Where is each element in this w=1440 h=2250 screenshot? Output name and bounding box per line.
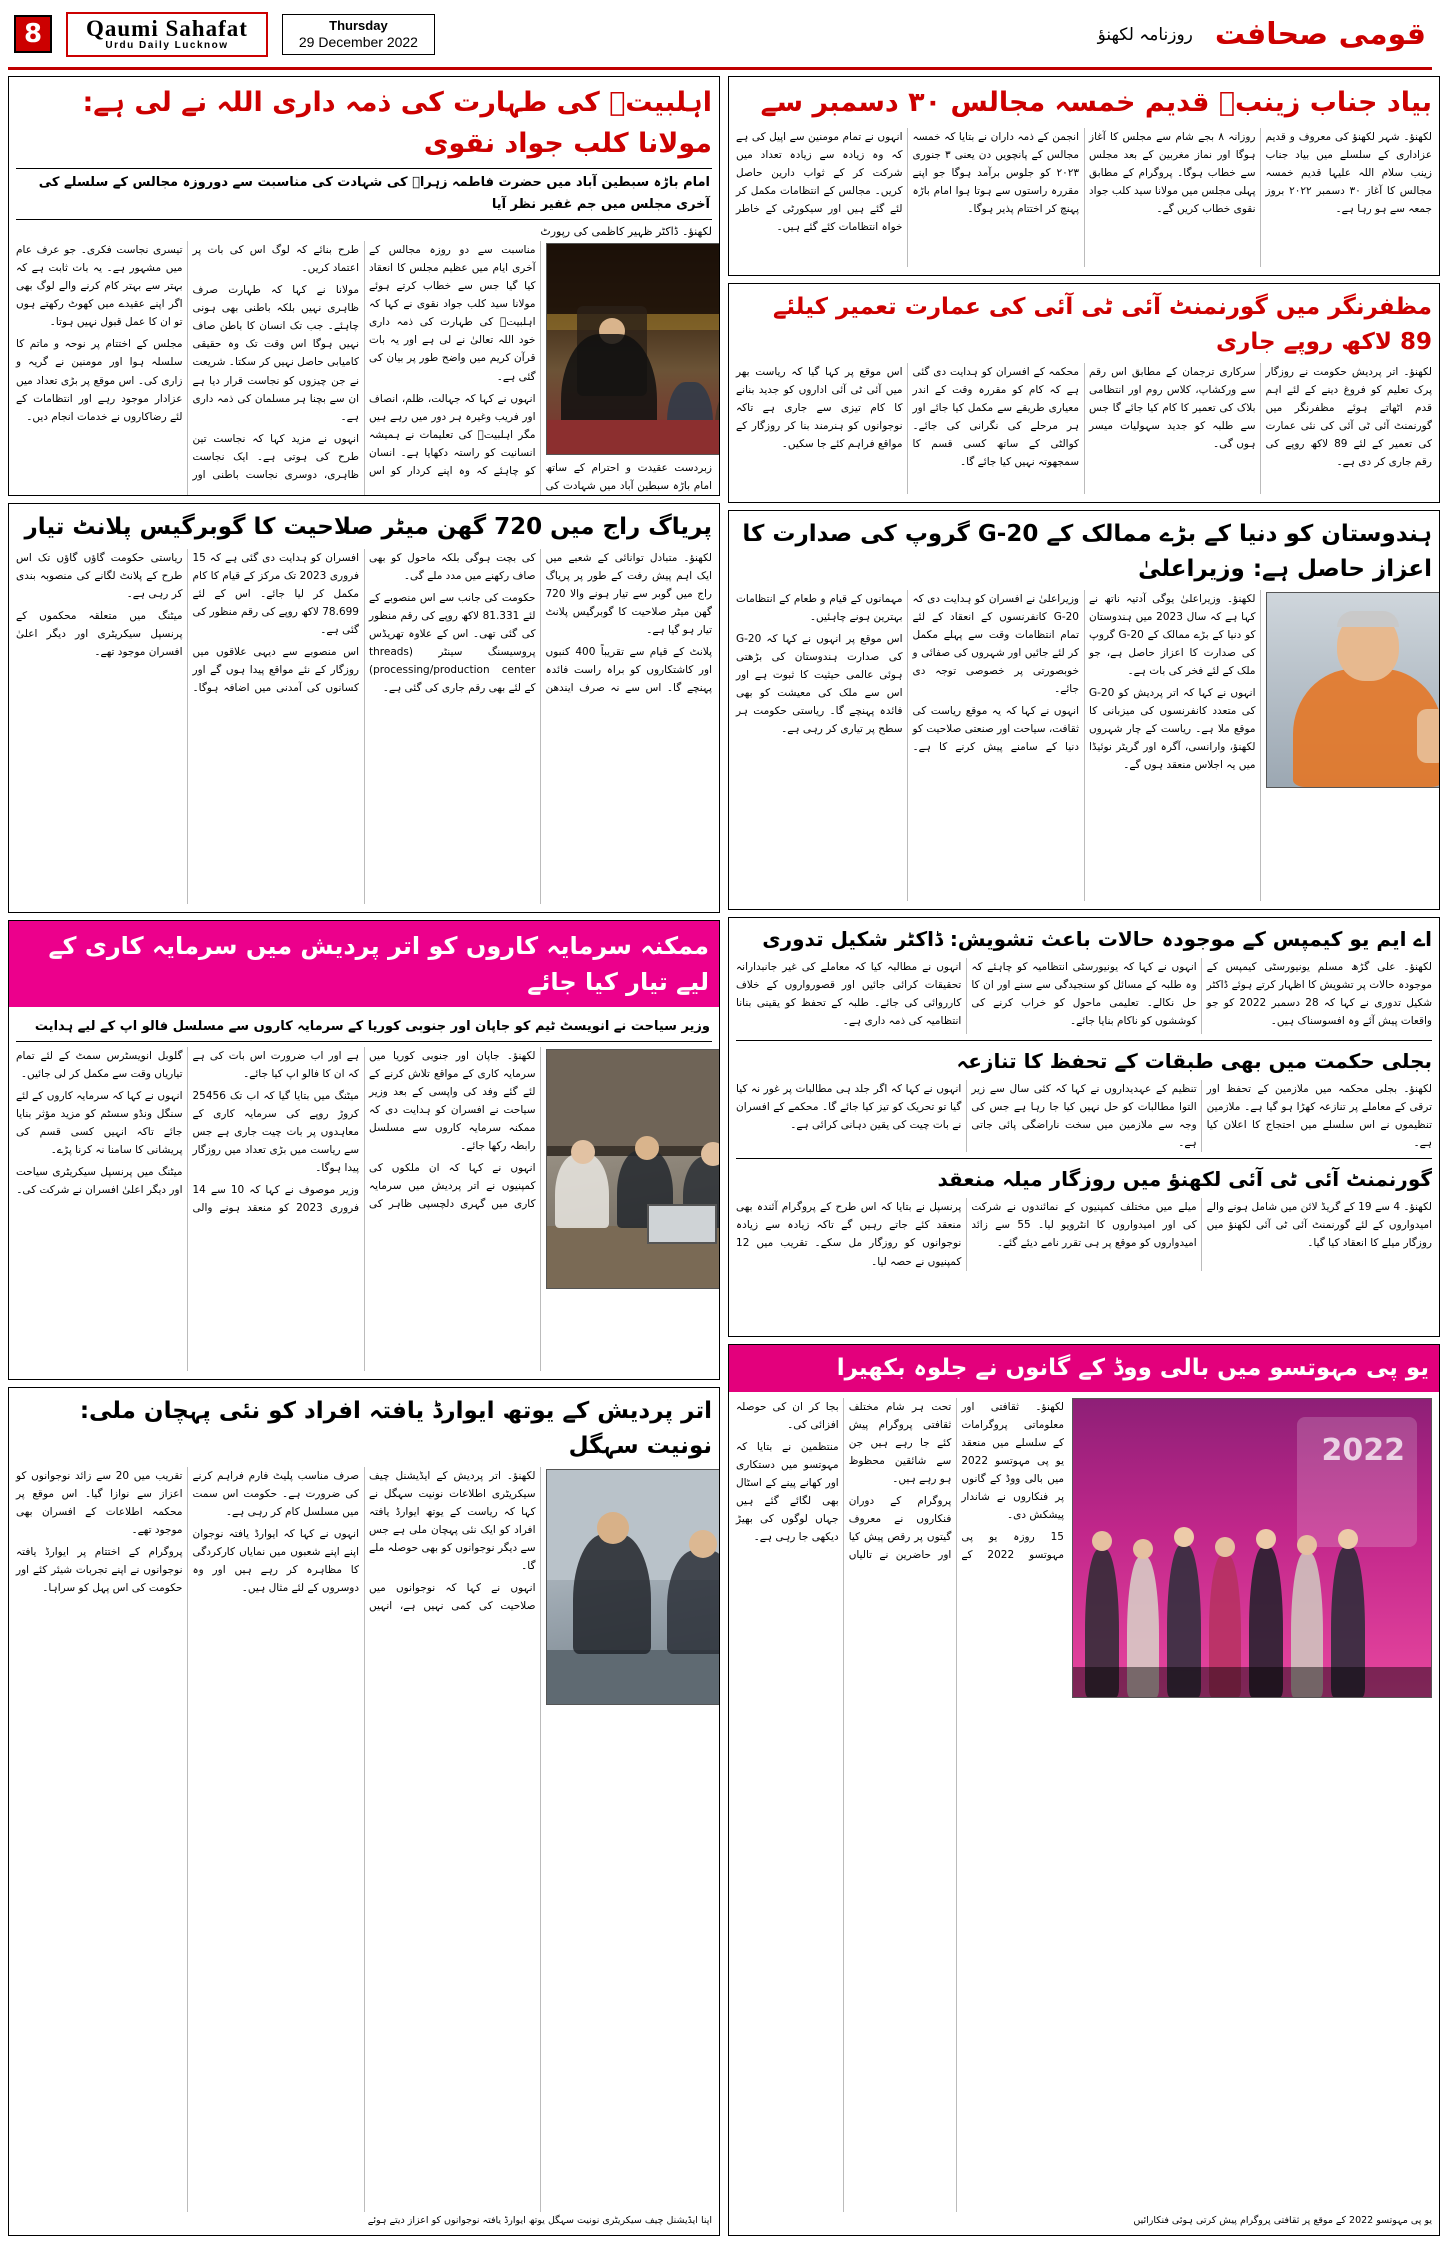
article-upmahotsav-headline: یو پی مہوتسو میں بالی ووڈ کے گانوں نے جلوہ بکھیرا	[729, 1345, 1439, 1392]
para: تقریب میں 20 سے زائد نوجوانوں کو اعزاز سے نوازا گیا۔ اس موقع پر محکمہ اطلاعات کے افسران بھی موجود تھے۔	[16, 1470, 183, 1537]
page-columns	[8, 76, 1432, 2236]
article-amu-headline: اے ایم یو کیمپس کے موجودہ حالات باعث تشویش: ڈاکٹر شکیل تدوری	[762, 927, 1432, 951]
photo-upmahotsav-caption: یو پی مہوتسو 2022 کے موقع پر ثقافتی پروگرام پیش کرتی ہوئی فنکارائیں	[1133, 2214, 1432, 2226]
photo-youth-award	[546, 1469, 721, 1705]
para: افسران کو ہدایت دی گئی ہے کہ 15 فروری 2023 تک مرکز کے قیام کا کام مکمل کر لیا جائے۔ اس کے لئے 78.699 لاکھ روپے کی رقم منظور کی گئی ہے۔	[192, 551, 359, 636]
para: لکھنؤ۔ متبادل توانائی کے شعبے میں ایک اہم پیش رفت کے طور پر پریاگ راج میں گوبر سے تیار ہونے والا 720 گھن میٹر صلاحیت کا گوبرگیس پلانٹ تیار ہو گیا ہے۔	[545, 551, 712, 636]
para: لکھنؤ۔ جاپان اور جنوبی کوریا میں سرمایہ کاری کے مواقع تلاش کرنے کے لئے گئے وفد کی واپسی کے بعد وزیر سیاحت نے افسران کو ہدایت دی کہ ممکنہ سرمایہ کاروں سے مسلسل رابطہ رکھا جائے۔	[369, 1050, 536, 1153]
article-g20-headline: ہندوستان کو دنیا کے بڑے ممالک کے G-20 گروپ کی صدارت کا اعزاز حاصل ہے: وزیراعلیٰ	[742, 521, 1432, 582]
para: انہوں نے کہا کہ ان ملکوں کی کمپنیوں نے اتر پردیش میں سرمایہ کاری میں گہری دلچسپی ظاہر کی ہے اور اب ضرورت اس بات کی ہے کہ ان کا فالو اپ کیا جائے۔	[192, 1050, 536, 1211]
article-investment-body	[16, 1047, 712, 1371]
para: وزیراعلیٰ نے افسران کو ہدایت دی کہ G-20 کانفرنسوں کے انعقاد کے لئے تمام انتظامات وقت سے پہلے مکمل کر لئے جائیں اور شہروں کی صفائی و خوبصورتی پر خصوصی توجہ دی جائے۔	[912, 593, 1079, 696]
para: لکھنؤ۔ ثقافتی اور معلوماتی پروگرامات کے سلسلے میں منعقد یو پی مہوتسو 2022 میں بالی ووڈ کے گانوں پر فنکاروں نے شاندار پیشکش دی۔	[961, 1400, 1064, 1521]
para: انہوں نے کہا کہ یونیورسٹی انتظامیہ کو چاہئے کہ وہ طلبہ کے مسائل کو سنجیدگی سے سنے اور ان کا حل نکالے۔ تعلیمی ماحول کو خراب کرنے کی کوششوں کو ناکام بنایا جائے۔	[971, 961, 1197, 1028]
para: پلانٹ کے قیام سے تقریباً 400 کنبوں اور کاشتکاروں کو براہ راست فائدہ پہنچے گا۔ اس سے نہ صرف ایندھن کی بچت ہوگی بلکہ ماحول کو بھی صاف رکھنے میں مدد ملے گی۔	[369, 551, 713, 694]
date-full: 29 December 2022	[298, 33, 418, 50]
para: انہوں نے کہا کہ اتر پردیش کو G-20 کی متعدد کانفرنسوں کی میزبانی کا موقع ملا ہے۔ ریاست کے چار شہروں لکھنؤ، وارانسی، آگرہ اور گریٹر نوئیڈا میں یہ اجلاس منعقد ہوں گے۔	[1089, 687, 1256, 772]
article-iti	[728, 283, 1440, 503]
article-iti-meeting-body	[736, 1198, 1432, 1270]
para: اس موقع پر انہوں نے کہا کہ G-20 کی صدارت ہندوستان کی بڑھتی ہوئی عالمی حیثیت کا ثبوت ہے اور اس سے ملک کی معیشت کو بھی فائدہ پہنچے گا۔ ریاستی حکومت ہر سطح پر تیاری کر رہی ہے۔	[736, 633, 903, 736]
urdu-masthead-title: قومی صحافت	[1214, 17, 1426, 52]
photo-investment-meeting	[546, 1049, 721, 1289]
masthead-right	[1098, 17, 1426, 52]
page-number: 8	[14, 15, 52, 53]
article-power-body	[736, 1080, 1432, 1152]
para: زبردست عقیدت و احترام کے ساتھ امام باڑہ سبطین آباد میں شہادت کی مناسبت سے دو روزہ مجالس کے آخری ایام میں عظیم مجلس کا انعقاد کیا گیا جس سے خطاب کرتے ہوئے مولانا سید کلب جواد نقوی نے کہا کہ اہلبیتؑ کی طہارت کی ذمہ داری خود اللہ تعالیٰ نے لی ہے اور یہ بات قرآن کریم میں واضح طور پر بیان کی گئی ہے۔	[369, 244, 712, 493]
photo-upmahotsav-stage: 2022	[1072, 1398, 1432, 1698]
para: وزیر موصوف نے کہا کہ 10 سے 14 فروری 2023 کو منعقد ہونے والی گلوبل انویسٹرس سمٹ کے لئے تمام تیاریاں وقت سے مکمل کر لی جائیں۔	[16, 1050, 359, 1215]
article-amu-group	[728, 917, 1440, 1337]
para: انجمن کے ذمہ داران نے بتایا کہ خمسہ مجالس کے پانچویں دن یعنی ۳ جنوری ۲۰۲۳ کو جلوس برآمد ہوگا جو اپنے مقررہ راستوں سے ہوتا ہوا امام باڑہ پہنچ کر اختتام پذیر ہوگا۔	[912, 130, 1080, 215]
article-majlis-zainab-body	[736, 128, 1432, 268]
article-upmahotsav	[728, 1344, 1440, 2236]
para: منتظمین نے بتایا کہ مہوتسو میں دستکاری اور کھانے پینے کے اسٹال بھی لگائے گئے ہیں جہاں لوگوں کی بھیڑ دیکھی جا رہی ہے۔	[736, 1440, 839, 1543]
para: لکھنؤ۔ شہر لکھنؤ کی معروف و قدیم عزاداری کے سلسلے میں بیاد جناب زینب سلام اللہ علیہا قدیم خمسہ مجالس کا آغاز ۳۰ دسمبر ۲۰۲۲ بروز جمعہ سے ہو رہا ہے۔	[1265, 130, 1432, 215]
para: انہوں نے کہا کہ سرمایہ کاروں کے لئے سنگل ونڈو سسٹم کو مزید مؤثر بنایا جائے تاکہ انہیں کسی قسم کی پریشانی کا سامنا نہ کرنا پڑے۔	[16, 1090, 183, 1157]
masthead-left	[14, 12, 435, 57]
para: انہوں نے کہا کہ جہالت، ظلم، انصاف اور فریب وغیرہ ہر دور میں رہے ہیں مگر اہلبیتؑ کی تعلیمات نے ہمیشہ انسانیت کو راستہ دکھایا ہے۔ انسان کو چاہئے کہ وہ اپنے کردار کو اس طرح بنائے کہ لوگ اس کی بات پر اعتماد کریں۔	[192, 244, 536, 477]
para: لکھنؤ۔ بجلی محکمہ میں ملازمین کے تحفظ اور ترقی کے معاملے پر تنازعہ کھڑا ہو گیا ہے۔ ملازمین تنظیموں نے اس سلسلے میں احتجاج کا اعلان کیا ہے۔	[1206, 1083, 1432, 1150]
logo-subtitle: Urdu Daily Lucknow	[105, 40, 229, 52]
article-g20	[728, 510, 1440, 910]
para: پروگرام کے دوران فنکاروں نے معروف گیتوں پر رقص پیش کیا اور حاضرین نے تالیاں بجا کر ان کی حوصلہ افزائی کی۔	[736, 1400, 952, 1561]
article-ahlebait-headline: اہلبیتؑ کی طہارت کی ذمہ داری اللہ نے لی ہے: مولانا کلب جواد نقوی	[82, 87, 712, 159]
para: 15 روزہ یو پی مہوتسو 2022 کے تحت ہر شام مختلف ثقافتی پروگرام پیش کئے جا رہے ہیں جن سے شائقین محظوظ ہو رہے ہیں۔	[848, 1400, 1064, 1561]
para: میٹنگ میں متعلقہ محکموں کے پرنسپل سیکریٹری اور دیگر اعلیٰ افسران موجود تھے۔	[16, 609, 183, 658]
urdu-subtitle: روزنامہ لکھنؤ	[1097, 25, 1193, 45]
article-youth-award-headline: اتر پردیش کے یوتھ ایوارڈ یافتہ افراد کو نئی پہچان ملی: نونیت سہگل	[79, 1398, 712, 1459]
article-g20-body	[736, 590, 1432, 901]
photo-majlis	[546, 243, 721, 455]
article-youth-award-body	[16, 1467, 712, 2212]
para: لکھنؤ۔ 4 سے 19 کے گریڈ لائن میں شامل ہونے والے امیدواروں کے لئے گورنمنٹ آئی ٹی آئی لکھنؤ میں روزگار میلے کا انعقاد کیا گیا۔	[1206, 1201, 1433, 1250]
article-investment-headline: ممکنہ سرمایہ کاروں کو اتر پردیش میں سرمایہ کاری کے لیے تیار کیا جائے	[9, 921, 719, 1007]
article-gobargas	[8, 503, 720, 913]
article-investment-subhead: وزیر سیاحت نے انویسٹ ٹیم کو جاپان اور جنوبی کوریا کے سرمایہ کاروں سے مسلسل فالو اپ کے لیے ہدایت	[16, 1013, 712, 1042]
right-column	[728, 76, 1440, 2236]
para: لکھنؤ۔ علی گڑھ مسلم یونیورسٹی کیمپس کے موجودہ حالات پر تشویش کا اظہار کرتے ہوئے ڈاکٹر شکیل تدوری نے کہا کہ 28 دسمبر 2022 کو جو واقعات پیش آئے وہ افسوسناک ہیں۔	[1206, 961, 1432, 1028]
para: میلے میں مختلف کمپنیوں کے نمائندوں نے شرکت کی اور امیدواروں کا انٹرویو لیا۔ 55 سے زائد امیدواروں کو موقع پر ہی تقرر نامے دیئے گئے۔	[971, 1201, 1197, 1250]
article-majlis-zainab	[728, 76, 1440, 276]
article-investment	[8, 920, 720, 1380]
para: انہوں نے کہا کہ یہ موقع ریاست کی ثقافت، سیاحت اور صنعتی صلاحیت کو دنیا کے سامنے پیش کرنے کا ہے۔ مہمانوں کے قیام و طعام کے انتظامات بہترین ہونے چاہئیں۔	[736, 593, 1079, 754]
para: سرکاری ترجمان کے مطابق اس رقم سے ورکشاپ، کلاس روم اور انتظامی بلاک کی تعمیر کا کام کیا جائے گا جس سے طلبہ کو جدید سہولیات میسر ہوں گی۔	[1089, 366, 1256, 451]
para: لکھنؤ۔ وزیراعلیٰ یوگی آدتیہ ناتھ نے کہا ہے کہ سال 2023 میں ہندوستان کو دنیا کے بڑے ممالک کے G-20 گروپ کی صدارت کا اعزاز حاصل ہے، جو ملک کے لئے فخر کی بات ہے۔	[1089, 593, 1256, 678]
para: روزانہ ۸ بجے شام سے مجلس کا آغاز ہوگا اور نماز مغربین کے بعد مجلس سے خطاب ہوگا۔ پروگرام کے مطابق پہلی مجلس میں مولانا سید کلب جواد نقوی خطاب کریں گے۔	[1089, 130, 1256, 215]
article-upmahotsav-body	[736, 1398, 1064, 2212]
article-gobargas-headline: پریاگ راج میں 720 گھن میٹر صلاحیت کا گوبرگیس پلانٹ تیار	[24, 514, 712, 540]
article-ahlebait-body	[16, 241, 712, 495]
left-column	[8, 76, 720, 2236]
para: مجلس کے اختتام پر نوحہ و ماتم کا سلسلہ ہوا اور مومنین نے گریہ و زاری کی۔ اس موقع پر بڑی تعداد میں عزادار موجود رہے اور انتظامات کے لئے رضاکاروں نے خدمات انجام دیں۔	[16, 338, 183, 423]
masthead	[8, 8, 1432, 70]
article-iti-body	[736, 363, 1432, 494]
para: میٹنگ میں پرنسپل سیکریٹری سیاحت اور دیگر اعلیٰ افسران نے شرکت کی۔	[16, 1166, 183, 1197]
para: مولانا نے کہا کہ طہارت صرف ظاہری نہیں بلکہ باطنی بھی ہونی چاہئے۔ جب تک انسان کا باطن صاف نہیں ہوگا اس وقت تک وہ حقیقی کامیابی حاصل نہیں کر سکتا۔ شریعت نے جن چیزوں کو نجاست قرار دیا ہے ان سے بچنا ہر مسلمان کی ذمہ داری ہے۔	[192, 284, 359, 423]
para: پروگرام کے اختتام پر ایوارڈ یافتہ نوجوانوں نے اپنے تجربات شیئر کئے اور حکومت کی اس پہل کو سراہا۔	[16, 1546, 183, 1595]
para: اس موقع پر کہا گیا کہ ریاست بھر میں آئی ٹی آئی اداروں کو جدید بنانے کا کام تیزی سے جاری ہے تاکہ نوجوانوں کو ہنرمند بنا کر روزگار کے مواقع فراہم کئے جا سکیں۔	[736, 366, 903, 451]
para: انہوں نے کہا کہ ایوارڈ یافتہ نوجوان اپنے اپنے شعبوں میں نمایاں کارکردگی کا مظاہرہ کر رہے ہیں اور وہ دوسروں کے لئے مثال ہیں۔	[192, 1528, 359, 1595]
para: انہوں نے تمام مومنین سے اپیل کی ہے کہ وہ زیادہ سے زیادہ تعداد میں شرکت کر کے ثواب دارین حاصل کریں۔ مجالس کے انتظامات مکمل کر لئے گئے ہیں اور سیکورٹی کے خاطر خواہ انتظامات کئے گئے ہیں۔	[736, 130, 903, 233]
para: انہوں نے کہا کہ نوجوانوں میں صلاحیت کی کمی نہیں ہے، انہیں صرف مناسب پلیٹ فارم فراہم کرنے کی ضرورت ہے۔ حکومت اس سمت میں مسلسل کام کر رہی ہے۔	[192, 1470, 536, 1613]
article-ahlebait	[8, 76, 720, 496]
article-iti-headline: مظفرنگر میں گورنمنٹ آئی ٹی آئی کی عمارت تعمیر کیلئے 89 لاکھ روپے جاری	[772, 294, 1432, 355]
para: تنظیم کے عہدیداروں نے کہا کہ کئی سال سے زیر التوا مطالبات کو حل نہیں کیا جا رہا ہے جس کی وجہ سے ملازمین میں سخت ناراضگی پائی جاتی ہے۔	[971, 1083, 1197, 1150]
article-majlis-zainab-headline: بیاد جناب زینبؑ قدیم خمسہ مجالس ۳۰ دسمبر سے	[760, 87, 1432, 118]
para: حکومت کی جانب سے اس منصوبے کے لئے 81.331 لاکھ روپے کی رقم منظور کی گئی تھی۔ اس کے علاوہ تھریڈس پروسیسنگ سینٹر (threads processing/production center) کے لئے بھی رقم جاری کی گئی ہے۔	[369, 591, 536, 694]
article-power-headline: بجلی حکمت میں بھی طبقات کے تحفظ کا تنازعہ	[956, 1049, 1432, 1074]
para: لکھنؤ۔ اتر پردیش کے ایڈیشنل چیف سیکریٹری اطلاعات نونیت سہگل نے کہا کہ ریاست کے یوتھ ایوارڈ یافتہ افراد کو ایک نئی پہچان ملی ہے جس سے دیگر نوجوانوں کو بھی حوصلہ ملے گا۔	[369, 1470, 536, 1573]
para: میٹنگ میں بتایا گیا کہ اب تک 25456 کروڑ روپے کی سرمایہ کاری کے معاہدوں پر بات چیت جاری ہے جس سے ریاست میں بڑی تعداد میں روزگار پیدا ہوگا۔	[192, 1090, 359, 1175]
para: پرنسپل نے بتایا کہ اس طرح کے پروگرام آئندہ بھی منعقد کئے جاتے رہیں گے تاکہ زیادہ سے زیادہ نوجوانوں کو روزگار مل سکے۔ تقریب میں 12 کمپنیوں نے حصہ لیا۔	[736, 1201, 962, 1268]
article-amu-body	[736, 958, 1432, 1034]
article-youth-award	[8, 1387, 720, 2236]
publication-logo	[66, 12, 268, 57]
photo-youth-award-caption: اپنا ایڈیشنل چیف سیکریٹری نونیت سہگل یوتھ ایوارڈ یافتہ نوجوانوں کو اعزاز دیتے ہوئے	[367, 2214, 712, 2226]
para: انہوں نے کہا کہ اگر جلد ہی مطالبات پر غور نہ کیا گیا تو تحریک کو تیز کیا جائے گا۔ محکمے کے افسران نے بات چیت کی یقین دہانی کرائی ہے۔	[736, 1083, 962, 1132]
logo-title: Qaumi Sahafat	[86, 16, 248, 42]
photo-yogi	[1266, 592, 1440, 788]
article-ahlebait-subhead: امام باڑہ سبطین آباد میں حضرت فاطمہ زہراؑ کی شہادت کی مناسبت سے دوروزہ مجالس کے سلسلے کی آخری مجلس میں جم غفیر نظر آیا	[16, 168, 712, 220]
para: لکھنؤ۔ اتر پردیش حکومت نے روزگار پرک تعلیم کو فروغ دینے کے لئے اہم قدم اٹھاتے ہوئے مظفرنگر میں گورنمنٹ آئی ٹی آئی کی نئی عمارت کی تعمیر کے لئے 89 لاکھ روپے کی رقم جاری کر دی ہے۔	[1265, 366, 1432, 469]
para: محکمہ کے افسران کو ہدایت دی گئی ہے کہ کام کو مقررہ وقت کے اندر معیاری طریقے سے مکمل کیا جائے اور ہر مرحلے کی نگرانی کی جائے۔ کوالٹی کے ساتھ کسی قسم کا سمجھوتہ نہیں کیا جائے گا۔	[912, 366, 1079, 469]
para: انہوں نے مزید کہا کہ نجاست تین طرح کی ہوتی ہے۔ ایک نجاست ظاہری، دوسری نجاست باطنی اور تیسری نجاست فکری۔ جو عرف عام میں مشہور ہے۔ یہ بات ثابت ہے کہ بہتر سے بہتر کام کرنے والے لوگ بھی اگر اپنے عقیدے میں کھوٹ رکھتے ہوں تو ان کا عمل قبول نہیں ہوتا۔	[16, 244, 359, 481]
article-gobargas-body	[16, 549, 712, 905]
date-day: Thursday	[329, 18, 388, 34]
para: انہوں نے مطالبہ کیا کہ معاملے کی غیر جانبدارانہ تحقیقات کرائی جائیں اور قصورواروں کے خلاف کارروائی کی جائے۔ طلبہ کے تحفظ کو یقینی بنانا انتظامیہ کی ذمہ داری ہے۔	[736, 961, 962, 1028]
date-box	[282, 14, 435, 54]
para: اس منصوبے سے دیہی علاقوں میں روزگار کے نئے مواقع پیدا ہوں گے اور کسانوں کی آمدنی میں اضافہ ہوگا۔ ریاستی حکومت گاؤں گاؤں تک اس طرح کے پلانٹ لگانے کی منصوبہ بندی کر رہی ہے۔	[16, 551, 359, 694]
article-ahlebait-byline: لکھنؤ۔ ڈاکٹر ظہیر کاظمی کی رپورٹ	[540, 225, 712, 239]
article-iti-meeting-headline: گورنمنٹ آئی ٹی آئی لکھنؤ میں روزگار میلہ منعقد	[937, 1167, 1432, 1192]
